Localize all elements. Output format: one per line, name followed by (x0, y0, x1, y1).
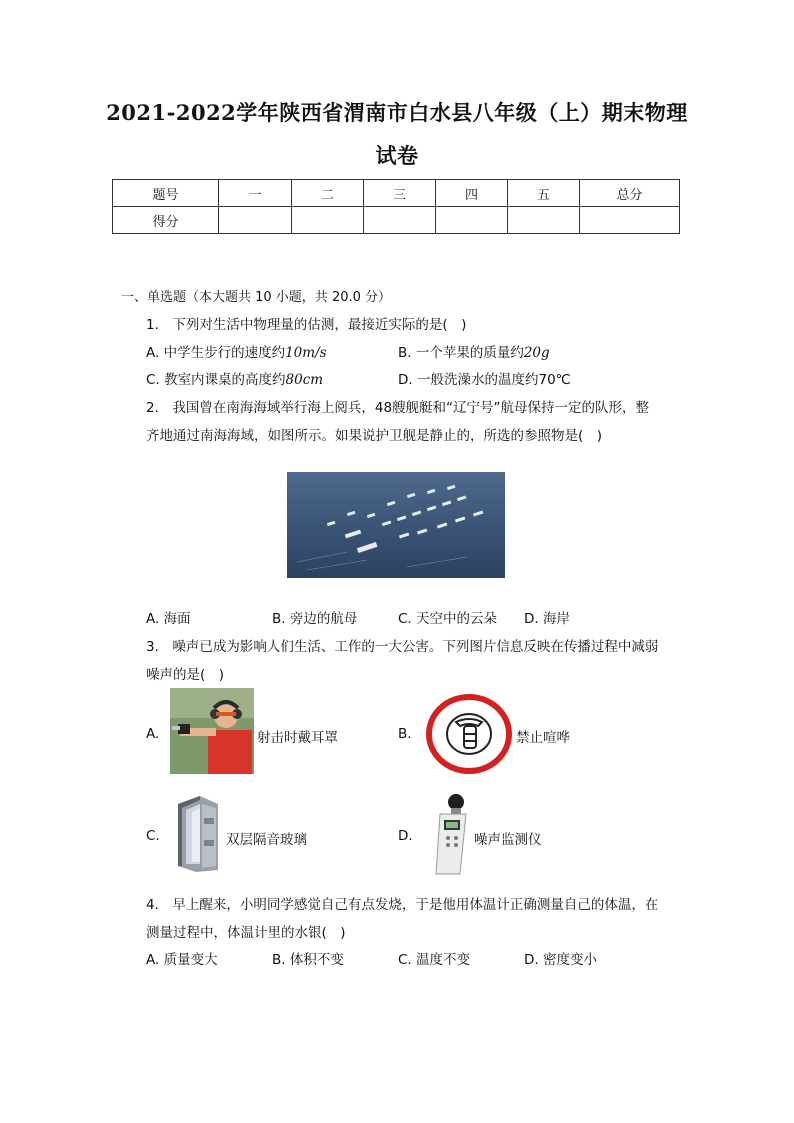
score-header-cell: 三 (364, 180, 436, 207)
score-header-cell: 总分 (580, 180, 680, 207)
section-heading: 一、单选题（本大题共 10 小题，共 20.0 分） (121, 290, 392, 305)
score-header-cell: 四 (436, 180, 508, 207)
option-b-value: 20g (523, 345, 550, 361)
score-cell (292, 207, 364, 234)
question-1-option-c (146, 368, 323, 388)
question-3-option-c-letter: C. (146, 828, 160, 844)
option-c-value: 80cm (285, 372, 324, 388)
question-2-stem-line2: 齐地通过南海海域，如图所示。如果说护卫舰是静止的，所选的参照物是( ) (146, 428, 603, 444)
question-4-option-c: C. 温度不变 (398, 952, 471, 968)
question-3-stem-line1: 3. 噪声已成为影响人们生活、工作的一大公害。下列图片信息反映在传播过程中减弱 (146, 639, 659, 655)
question-4-option-b: B. 体积不变 (272, 952, 344, 968)
noise-meter-icon (426, 792, 470, 876)
question-3-stem-line2: 噪声的是( ) (146, 667, 225, 683)
option-a-text: A. 中学生步行的速度约 (146, 345, 286, 361)
option-c-text: C. 教室内课桌的高度约 (146, 372, 286, 388)
question-1-option-a (146, 341, 327, 361)
question-1-option-d: D. 一般洗澡水的温度约70℃ (398, 372, 571, 388)
question-3-option-b-label: 禁止喧哗 (516, 730, 570, 746)
question-3-option-a-letter: A. (146, 726, 160, 742)
score-table-header-row (113, 180, 680, 207)
double-glazed-window-profile-icon (172, 794, 222, 874)
score-table-score-row (113, 207, 680, 234)
question-4-option-d: D. 密度变小 (524, 952, 597, 968)
score-cell (219, 207, 292, 234)
question-3-option-d-label: 噪声监测仪 (474, 832, 542, 848)
score-header-cell: 五 (508, 180, 580, 207)
naval-fleet-photo (287, 472, 505, 578)
question-2-stem-line1: 2. 我国曾在南海海域举行海上阅兵，48艘舰艇和“辽宁号”航母保持一定的队形，整 (146, 400, 650, 416)
no-noise-sign-icon (426, 694, 512, 774)
question-2-option-a: A. 海面 (146, 611, 191, 627)
option-b-text: B. 一个苹果的质量约 (398, 345, 524, 361)
question-4-option-a: A. 质量变大 (146, 952, 218, 968)
score-cell (364, 207, 436, 234)
score-row-label: 得分 (113, 207, 219, 234)
score-cell (508, 207, 580, 234)
question-1-stem: 1. 下列对生活中物理量的估测，最接近实际的是( ) (146, 317, 467, 333)
score-cell (580, 207, 680, 234)
question-4-stem-line2: 测量过程中，体温计里的水银( ) (146, 925, 346, 941)
exam-title-line1: 2021-2022学年陕西省渭南市白水县八年级（上）期末物理 (106, 100, 688, 125)
question-3-option-b-letter: B. (398, 726, 412, 742)
score-header-cell: 一 (219, 180, 292, 207)
question-2-option-c: C. 天空中的云朵 (398, 611, 498, 627)
question-1-option-b (398, 341, 550, 361)
score-cell (436, 207, 508, 234)
exam-title-line2: 试卷 (375, 143, 419, 168)
score-header-cell: 题号 (113, 180, 219, 207)
question-3-option-c-label: 双层隔音玻璃 (226, 832, 307, 848)
question-2-option-b: B. 旁边的航母 (272, 611, 358, 627)
question-3-option-a-label: 射击时戴耳罩 (257, 730, 338, 746)
question-2-option-d: D. 海岸 (524, 611, 570, 627)
question-3-option-d-letter: D. (398, 828, 413, 844)
score-table (112, 179, 680, 234)
score-header-cell: 二 (292, 180, 364, 207)
option-a-value: 10m/s (285, 345, 327, 361)
question-4-stem-line1: 4. 早上醒来，小明同学感觉自己有点发烧，于是他用体温计正确测量自己的体温，在 (146, 897, 659, 913)
shooter-with-earmuffs-photo (170, 688, 254, 774)
